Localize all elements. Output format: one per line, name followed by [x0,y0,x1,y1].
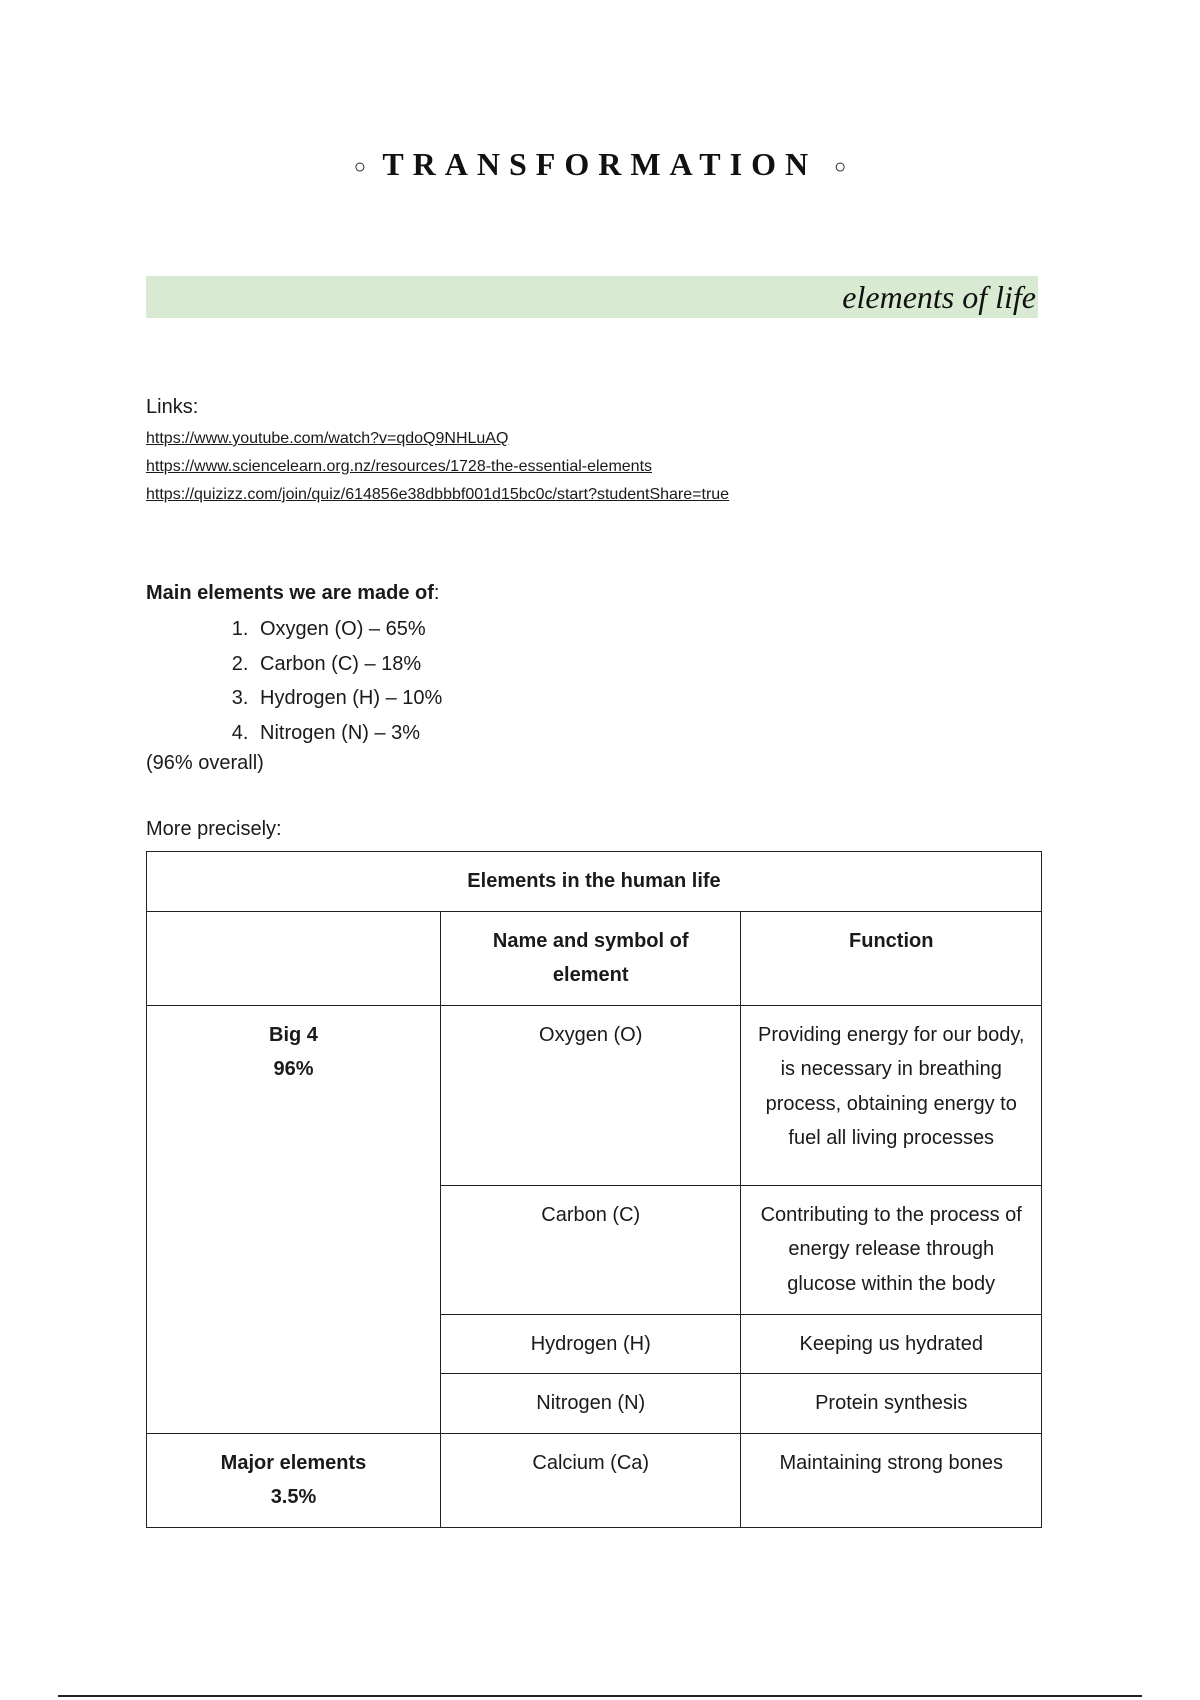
element-cell: Carbon (C) [440,1185,741,1314]
list-item: 3. Hydrogen (H) – 10% [254,681,442,716]
list-item: 2. Carbon (C) – 18% [254,647,442,682]
link-quizizz[interactable]: https://quizizz.com/join/quiz/614856e38dbbbf001d15bc0c/start?studentShare=true [146,486,730,503]
function-cell: Providing energy for our body, is necessary in breathing process, obtaining energy to fuel all living processes [741,1005,1042,1185]
list-item: 1. Oxygen (O) – 65% [254,612,442,647]
title-text: TRANSFORMATION [382,146,818,182]
function-cell: Keeping us hydrated [741,1314,1042,1374]
main-elements-heading [146,582,439,605]
element-cell: Oxygen (O) [440,1005,741,1185]
function-cell: Protein synthesis [741,1374,1042,1434]
main-elements-list [210,612,442,750]
group-major-elements [147,1433,441,1527]
group-percent: 96% [273,1058,314,1080]
group-label: Big 4 [269,1023,318,1046]
element-cell: Hydrogen (H) [440,1314,741,1374]
banner-text: elements of life [842,279,1036,315]
link-sciencelearn[interactable]: https://www.sciencelearn.org.nz/resources/1728-the-essential-elements [146,458,653,475]
overall-note: (96% overall) [146,752,264,774]
more-precisely-label: More precisely: [146,818,282,840]
table-header-row [147,911,1042,1005]
element-cell: Nitrogen (N) [440,1374,741,1434]
elements-table [146,851,1042,1528]
table-caption-row [147,852,1042,912]
group-big-4 [147,1005,441,1433]
links-label: Links: [146,396,199,418]
header-empty [147,911,441,1005]
main-elements-heading-text: Main elements we are made of [146,582,434,604]
link-youtube[interactable]: https://www.youtube.com/watch?v=qdoQ9NHLuAQ [146,430,509,447]
title-ornament-left: ○ [353,156,366,179]
header-element: Name and symbol of element [440,911,741,1005]
page-title [0,146,1200,183]
function-cell: Contributing to the process of energy release through glucose within the body [741,1185,1042,1314]
table-caption: Elements in the human life [147,852,1042,912]
main-elements-heading-colon: : [433,582,440,604]
group-label: Major elements [220,1451,367,1474]
function-cell: Maintaining strong bones [741,1433,1042,1527]
title-ornament-right: ○ [834,156,847,179]
list-item: 4. Nitrogen (N) – 3% [254,716,442,751]
header-function: Function [741,911,1042,1005]
bottom-rule [58,1695,1142,1697]
table-row [147,1005,1042,1185]
subtitle-banner [146,276,1038,318]
element-cell: Calcium (Ca) [440,1433,741,1527]
group-percent: 3.5% [270,1486,317,1508]
table-row [147,1433,1042,1527]
